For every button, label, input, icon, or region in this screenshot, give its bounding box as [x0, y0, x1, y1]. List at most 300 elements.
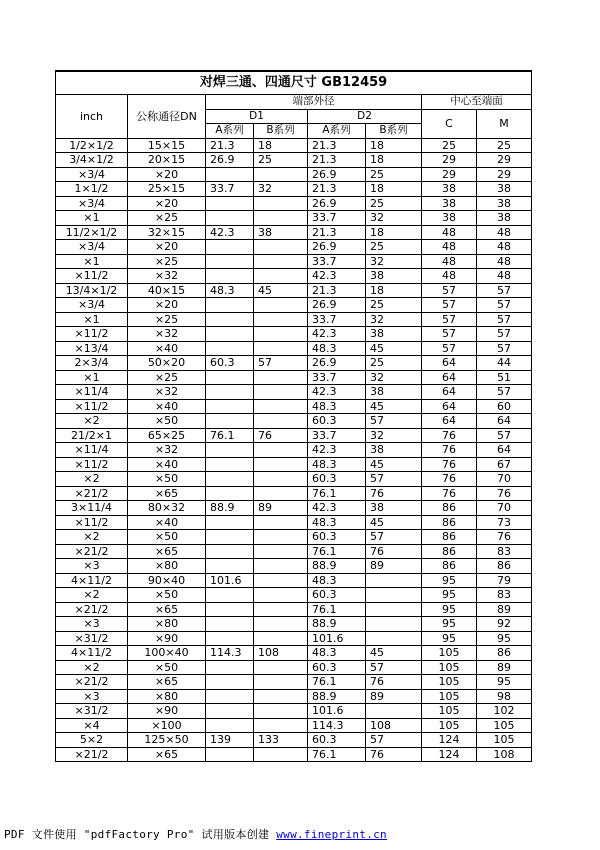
cell-c: 105 [422, 646, 477, 661]
cell-c: 105 [422, 718, 477, 733]
cell-inch: ×21/2 [56, 747, 128, 762]
cell-m: 48 [477, 254, 532, 269]
cell-c: 86 [422, 559, 477, 574]
cell-d2-b: 38 [366, 385, 422, 400]
cell-c: 105 [422, 675, 477, 690]
cell-c: 38 [422, 196, 477, 211]
cell-inch: 3/4×1/2 [56, 153, 128, 168]
cell-d1-a: 88.9 [206, 501, 254, 516]
cell-d1-b [254, 530, 308, 545]
cell-dn: ×50 [128, 588, 206, 603]
tee-cross-dimension-table [55, 70, 532, 762]
cell-d2-a: 60.3 [308, 660, 366, 675]
cell-inch: ×2 [56, 472, 128, 487]
table-row [56, 602, 532, 617]
cell-d2-a: 48.3 [308, 399, 366, 414]
cell-dn: ×50 [128, 472, 206, 487]
cell-dn: ×25 [128, 254, 206, 269]
cell-d2-b [366, 588, 422, 603]
cell-d2-b: 25 [366, 196, 422, 211]
cell-d1-b [254, 457, 308, 472]
cell-d1-a [206, 472, 254, 487]
cell-c: 64 [422, 370, 477, 385]
cell-inch: ×11/4 [56, 385, 128, 400]
cell-d2-a: 76.1 [308, 747, 366, 762]
cell-dn: 80×32 [128, 501, 206, 516]
cell-dn: 65×25 [128, 428, 206, 443]
cell-dn: ×65 [128, 544, 206, 559]
table-row [56, 385, 532, 400]
cell-d2-a: 60.3 [308, 472, 366, 487]
table-row [56, 254, 532, 269]
cell-d2-b: 18 [366, 225, 422, 240]
cell-d1-b [254, 602, 308, 617]
cell-d1-a [206, 747, 254, 762]
cell-c: 124 [422, 733, 477, 748]
cell-d2-a: 76.1 [308, 602, 366, 617]
cell-dn: ×32 [128, 443, 206, 458]
table-row [56, 544, 532, 559]
cell-m: 92 [477, 617, 532, 632]
cell-inch: ×4 [56, 718, 128, 733]
cell-d2-a: 21.3 [308, 138, 366, 153]
cell-d1-a [206, 689, 254, 704]
cell-d1-a [206, 399, 254, 414]
table-row [56, 399, 532, 414]
cell-d2-a: 88.9 [308, 689, 366, 704]
cell-m: 38 [477, 182, 532, 197]
header-d2-b-series: B系列 [366, 124, 422, 139]
cell-d2-b: 18 [366, 182, 422, 197]
cell-d1-b [254, 573, 308, 588]
cell-d2-a: 88.9 [308, 559, 366, 574]
cell-d1-a: 101.6 [206, 573, 254, 588]
cell-dn: 15×15 [128, 138, 206, 153]
cell-d1-a [206, 617, 254, 632]
cell-d2-b: 57 [366, 414, 422, 429]
cell-d1-b [254, 544, 308, 559]
cell-inch: 3×11/4 [56, 501, 128, 516]
cell-d1-b [254, 240, 308, 255]
header-center-to-end: 中心至端面 [422, 95, 532, 110]
cell-d1-b [254, 312, 308, 327]
cell-c: 76 [422, 486, 477, 501]
table-row [56, 167, 532, 182]
cell-c: 57 [422, 298, 477, 313]
table-row [56, 486, 532, 501]
cell-d1-b: 32 [254, 182, 308, 197]
cell-inch: ×3 [56, 617, 128, 632]
cell-d2-b: 18 [366, 138, 422, 153]
cell-inch: ×3 [56, 689, 128, 704]
cell-c: 29 [422, 153, 477, 168]
cell-d2-a: 42.3 [308, 501, 366, 516]
cell-c: 95 [422, 617, 477, 632]
cell-d2-b: 57 [366, 530, 422, 545]
cell-d2-a: 21.3 [308, 153, 366, 168]
cell-d2-b: 25 [366, 298, 422, 313]
cell-c: 57 [422, 341, 477, 356]
cell-c: 64 [422, 399, 477, 414]
cell-m: 67 [477, 457, 532, 472]
cell-dn: ×25 [128, 312, 206, 327]
cell-inch: ×11/2 [56, 457, 128, 472]
cell-d2-a: 48.3 [308, 515, 366, 530]
cell-d1-a [206, 486, 254, 501]
table-row [56, 211, 532, 226]
cell-dn: ×90 [128, 631, 206, 646]
cell-dn: 100×40 [128, 646, 206, 661]
cell-d2-a: 114.3 [308, 718, 366, 733]
cell-d1-a: 48.3 [206, 283, 254, 298]
cell-m: 57 [477, 327, 532, 342]
cell-dn: ×50 [128, 414, 206, 429]
cell-d1-b [254, 414, 308, 429]
cell-inch: ×1 [56, 312, 128, 327]
cell-dn: 32×15 [128, 225, 206, 240]
cell-d1-b [254, 443, 308, 458]
cell-dn: ×20 [128, 240, 206, 255]
cell-inch: ×1 [56, 254, 128, 269]
cell-m: 29 [477, 167, 532, 182]
cell-d1-a [206, 443, 254, 458]
cell-m: 38 [477, 196, 532, 211]
cell-inch: 1/2×1/2 [56, 138, 128, 153]
cell-inch: ×31/2 [56, 631, 128, 646]
cell-d1-a [206, 515, 254, 530]
cell-d1-a [206, 240, 254, 255]
cell-m: 73 [477, 515, 532, 530]
cell-d1-a [206, 211, 254, 226]
cell-d2-a: 21.3 [308, 225, 366, 240]
cell-d2-a: 33.7 [308, 254, 366, 269]
cell-d1-a [206, 530, 254, 545]
cell-d1-b [254, 341, 308, 356]
cell-d1-b [254, 486, 308, 501]
cell-d1-a: 42.3 [206, 225, 254, 240]
cell-m: 89 [477, 660, 532, 675]
cell-m: 89 [477, 602, 532, 617]
cell-d2-b: 32 [366, 428, 422, 443]
cell-inch: 4×11/2 [56, 646, 128, 661]
cell-dn: ×65 [128, 602, 206, 617]
cell-inch: 2×3/4 [56, 356, 128, 371]
cell-d2-b: 38 [366, 269, 422, 284]
cell-inch: ×21/2 [56, 602, 128, 617]
table-row [56, 617, 532, 632]
cell-d2-a: 60.3 [308, 588, 366, 603]
cell-d2-a: 42.3 [308, 327, 366, 342]
cell-c: 95 [422, 588, 477, 603]
cell-inch: ×3/4 [56, 167, 128, 182]
cell-d2-b [366, 617, 422, 632]
cell-dn: 25×15 [128, 182, 206, 197]
cell-d1-b [254, 617, 308, 632]
cell-dn: ×32 [128, 385, 206, 400]
table-row [56, 182, 532, 197]
cell-inch: ×11/2 [56, 269, 128, 284]
cell-c: 86 [422, 530, 477, 545]
cell-d1-a [206, 588, 254, 603]
cell-d1-b [254, 515, 308, 530]
cell-inch: ×13/4 [56, 341, 128, 356]
cell-d1-a: 26.9 [206, 153, 254, 168]
cell-d2-b: 108 [366, 718, 422, 733]
cell-d2-a: 48.3 [308, 457, 366, 472]
header-d1-b-series: B系列 [254, 124, 308, 139]
cell-c: 48 [422, 269, 477, 284]
cell-dn: 40×15 [128, 283, 206, 298]
cell-m: 64 [477, 414, 532, 429]
table-row [56, 327, 532, 342]
cell-d2-b: 89 [366, 559, 422, 574]
cell-dn: ×50 [128, 530, 206, 545]
cell-d1-a [206, 196, 254, 211]
cell-d2-b: 18 [366, 283, 422, 298]
cell-inch: 13/4×1/2 [56, 283, 128, 298]
table-row [56, 704, 532, 719]
cell-c: 48 [422, 225, 477, 240]
cell-d1-a [206, 254, 254, 269]
cell-dn: ×32 [128, 269, 206, 284]
cell-d1-a [206, 559, 254, 574]
cell-m: 44 [477, 356, 532, 371]
cell-c: 64 [422, 385, 477, 400]
cell-inch: ×3/4 [56, 240, 128, 255]
cell-m: 70 [477, 472, 532, 487]
table-row [56, 414, 532, 429]
cell-d1-b [254, 269, 308, 284]
cell-d2-b: 32 [366, 370, 422, 385]
cell-inch: ×21/2 [56, 544, 128, 559]
cell-d2-b: 38 [366, 327, 422, 342]
cell-m: 79 [477, 573, 532, 588]
cell-c: 95 [422, 602, 477, 617]
cell-d1-b: 25 [254, 153, 308, 168]
table-row [56, 573, 532, 588]
cell-dn: 125×50 [128, 733, 206, 748]
cell-dn: ×40 [128, 515, 206, 530]
cell-inch: ×11/4 [56, 443, 128, 458]
cell-c: 95 [422, 573, 477, 588]
header-c: C [422, 109, 477, 138]
cell-dn: ×32 [128, 327, 206, 342]
cell-d1-a [206, 167, 254, 182]
cell-dn: ×40 [128, 457, 206, 472]
cell-d1-b [254, 167, 308, 182]
cell-m: 76 [477, 530, 532, 545]
cell-dn: 20×15 [128, 153, 206, 168]
table-row [56, 298, 532, 313]
cell-dn: ×65 [128, 486, 206, 501]
cell-dn: ×80 [128, 617, 206, 632]
cell-m: 76 [477, 486, 532, 501]
cell-inch: ×31/2 [56, 704, 128, 719]
cell-c: 124 [422, 747, 477, 762]
cell-c: 95 [422, 631, 477, 646]
cell-d2-b: 45 [366, 457, 422, 472]
cell-d1-a [206, 544, 254, 559]
cell-d1-b [254, 472, 308, 487]
cell-m: 102 [477, 704, 532, 719]
cell-d1-b [254, 704, 308, 719]
cell-c: 29 [422, 167, 477, 182]
cell-d2-a: 21.3 [308, 182, 366, 197]
cell-d1-b: 108 [254, 646, 308, 661]
table-row [56, 370, 532, 385]
cell-dn: ×50 [128, 660, 206, 675]
table-body [56, 138, 532, 762]
cell-dn: ×20 [128, 196, 206, 211]
cell-m: 57 [477, 428, 532, 443]
footer-link[interactable]: www.fineprint.cn [276, 828, 387, 841]
cell-c: 64 [422, 414, 477, 429]
cell-d2-a: 26.9 [308, 298, 366, 313]
cell-d2-a: 26.9 [308, 240, 366, 255]
cell-c: 57 [422, 283, 477, 298]
cell-dn: ×80 [128, 559, 206, 574]
cell-d1-a [206, 327, 254, 342]
cell-d1-b [254, 196, 308, 211]
table-row [56, 631, 532, 646]
cell-d1-a [206, 385, 254, 400]
table-row [56, 675, 532, 690]
cell-d2-b: 45 [366, 515, 422, 530]
cell-m: 105 [477, 733, 532, 748]
cell-d2-a: 101.6 [308, 704, 366, 719]
cell-m: 98 [477, 689, 532, 704]
cell-inch: 1×1/2 [56, 182, 128, 197]
cell-inch: ×11/2 [56, 327, 128, 342]
cell-inch: ×3 [56, 559, 128, 574]
cell-d1-a: 21.3 [206, 138, 254, 153]
cell-c: 76 [422, 428, 477, 443]
header-d2-a-series: A系列 [308, 124, 366, 139]
cell-d1-b [254, 747, 308, 762]
table-row [56, 443, 532, 458]
cell-c: 57 [422, 312, 477, 327]
cell-d2-b: 89 [366, 689, 422, 704]
cell-d2-a: 42.3 [308, 443, 366, 458]
cell-inch: ×21/2 [56, 486, 128, 501]
cell-c: 105 [422, 660, 477, 675]
cell-d1-a: 33.7 [206, 182, 254, 197]
cell-d1-b [254, 631, 308, 646]
cell-d2-b: 45 [366, 399, 422, 414]
cell-c: 38 [422, 211, 477, 226]
cell-d2-b: 76 [366, 675, 422, 690]
table-row [56, 196, 532, 211]
cell-d2-b: 25 [366, 356, 422, 371]
cell-d2-a: 76.1 [308, 486, 366, 501]
cell-d2-b [366, 704, 422, 719]
table-row [56, 559, 532, 574]
cell-d2-b: 76 [366, 544, 422, 559]
table-row [56, 240, 532, 255]
cell-d1-a [206, 414, 254, 429]
cell-d2-a: 60.3 [308, 530, 366, 545]
cell-d1-b [254, 298, 308, 313]
cell-dn: 50×20 [128, 356, 206, 371]
cell-d1-b: 18 [254, 138, 308, 153]
cell-dn: ×80 [128, 689, 206, 704]
cell-m: 57 [477, 341, 532, 356]
cell-inch: ×11/2 [56, 399, 128, 414]
cell-dn: ×40 [128, 341, 206, 356]
cell-m: 105 [477, 718, 532, 733]
cell-dn: ×100 [128, 718, 206, 733]
cell-m: 60 [477, 399, 532, 414]
header-d2: D2 [308, 109, 422, 124]
footer-text: PDF 文件使用 "pdfFactory Pro" 试用版本创建 [4, 828, 277, 841]
cell-d2-b: 38 [366, 501, 422, 516]
cell-d1-a [206, 457, 254, 472]
cell-d2-b [366, 573, 422, 588]
table-row [56, 747, 532, 762]
cell-inch: ×2 [56, 414, 128, 429]
cell-c: 86 [422, 544, 477, 559]
cell-inch: ×11/2 [56, 515, 128, 530]
table-row [56, 428, 532, 443]
table-row [56, 225, 532, 240]
cell-dn: ×25 [128, 211, 206, 226]
cell-m: 64 [477, 443, 532, 458]
cell-m: 38 [477, 211, 532, 226]
table-row [56, 501, 532, 516]
cell-d2-b: 57 [366, 472, 422, 487]
cell-c: 76 [422, 472, 477, 487]
header-outer-diameter: 端部外径 [206, 95, 422, 110]
cell-d2-b: 57 [366, 660, 422, 675]
cell-d2-a: 26.9 [308, 167, 366, 182]
cell-inch: 4×11/2 [56, 573, 128, 588]
cell-c: 105 [422, 704, 477, 719]
cell-d1-b [254, 675, 308, 690]
cell-d1-a [206, 370, 254, 385]
cell-d2-a: 33.7 [308, 312, 366, 327]
cell-d2-b: 45 [366, 646, 422, 661]
cell-d1-b [254, 327, 308, 342]
cell-d1-b [254, 718, 308, 733]
table-row [56, 646, 532, 661]
cell-d1-b: 76 [254, 428, 308, 443]
cell-d2-a: 76.1 [308, 544, 366, 559]
cell-dn: ×65 [128, 675, 206, 690]
cell-d2-b [366, 602, 422, 617]
cell-d2-b: 76 [366, 747, 422, 762]
table-row [56, 153, 532, 168]
cell-d1-b: 89 [254, 501, 308, 516]
cell-d2-a: 26.9 [308, 356, 366, 371]
cell-d2-b: 38 [366, 443, 422, 458]
cell-d1-b: 38 [254, 225, 308, 240]
cell-d2-a: 60.3 [308, 733, 366, 748]
cell-d1-a [206, 602, 254, 617]
cell-c: 64 [422, 356, 477, 371]
cell-d1-a [206, 341, 254, 356]
cell-inch: ×2 [56, 588, 128, 603]
cell-m: 25 [477, 138, 532, 153]
cell-d2-b: 18 [366, 153, 422, 168]
cell-inch: ×2 [56, 530, 128, 545]
cell-inch: 5×2 [56, 733, 128, 748]
cell-c: 86 [422, 515, 477, 530]
cell-d1-b [254, 660, 308, 675]
cell-d1-a [206, 718, 254, 733]
table-row [56, 138, 532, 153]
cell-d1-a: 114.3 [206, 646, 254, 661]
cell-d1-a: 76.1 [206, 428, 254, 443]
